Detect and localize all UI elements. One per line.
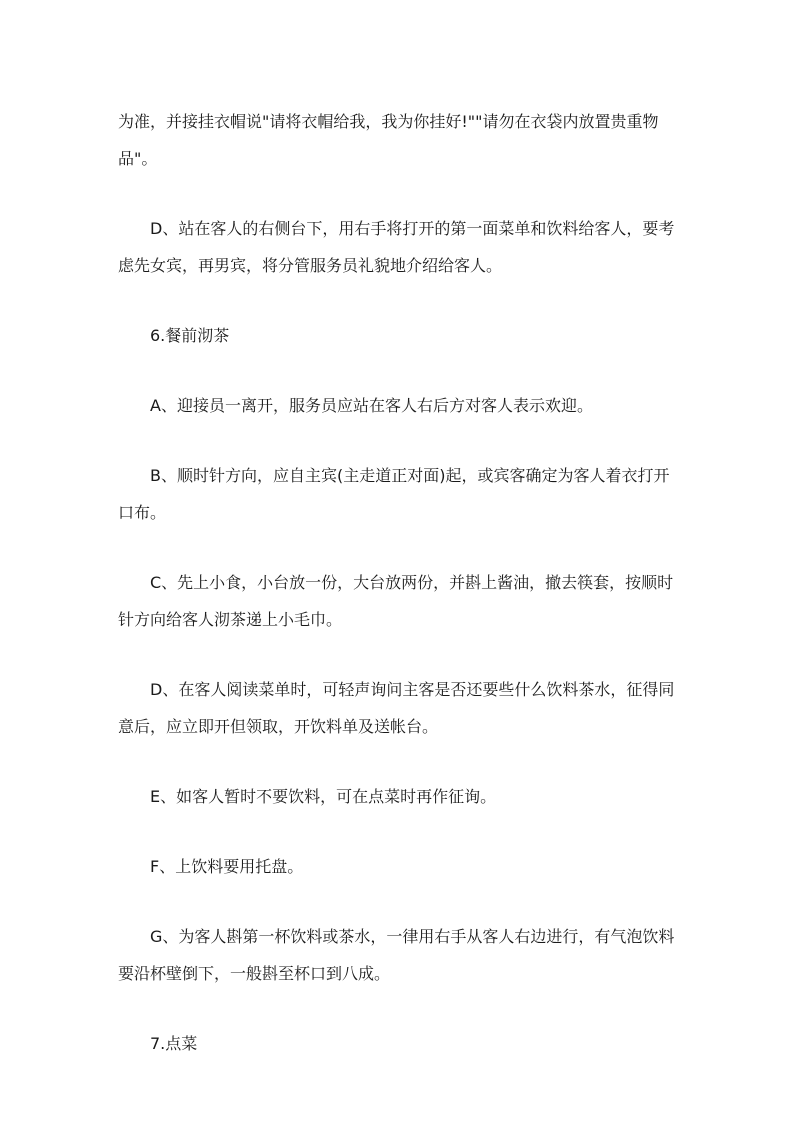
paragraph-e: E、如客人暂时不要饮料，可在点菜时再作征询。 [150, 787, 497, 806]
paragraph-d: D、在客人阅读菜单时，可轻声询问主客是否还要些什么饮料茶水，征得同意后，应立即开但领取，开饮料单及送帐台。 [118, 680, 675, 736]
paragraph-a: A、迎接员一离开，服务员应站在客人右后方对客人表示欢迎。 [150, 396, 593, 415]
paragraph-continuation: 为准，并接挂衣帽说"请将衣帽给我，我为你挂好!""请勿在衣袋内放置贵重物品"。 [118, 112, 659, 168]
section-heading-7: 7.点菜 [150, 1034, 198, 1053]
paragraph-d-menu: D、站在客人的右侧台下，用右手将打开的第一面菜单和饮料给客人，要考虑先女宾，再男宾，将分管服务员礼貌地介绍给客人。 [118, 219, 675, 275]
document-body [118, 103, 678, 1095]
paragraph-c: C、先上小食，小台放一份，大台放两份，并斟上酱油，撤去筷套，按顺时针方向给客人沏茶递上小毛巾。 [118, 573, 674, 629]
paragraph-g: G、为客人斟第一杯饮料或茶水，一律用右手从客人右边进行，有气泡饮料要沿杯壁倒下，一般斟至杯口到八成。 [118, 927, 675, 983]
paragraph-f: F、上饮料要用托盘。 [150, 857, 304, 876]
section-heading-6: 6.餐前沏茶 [150, 326, 230, 345]
paragraph-b: B、顺时针方向，应自主宾(主走道正对面)起，或宾客确定为客人着衣打开口布。 [118, 466, 670, 522]
